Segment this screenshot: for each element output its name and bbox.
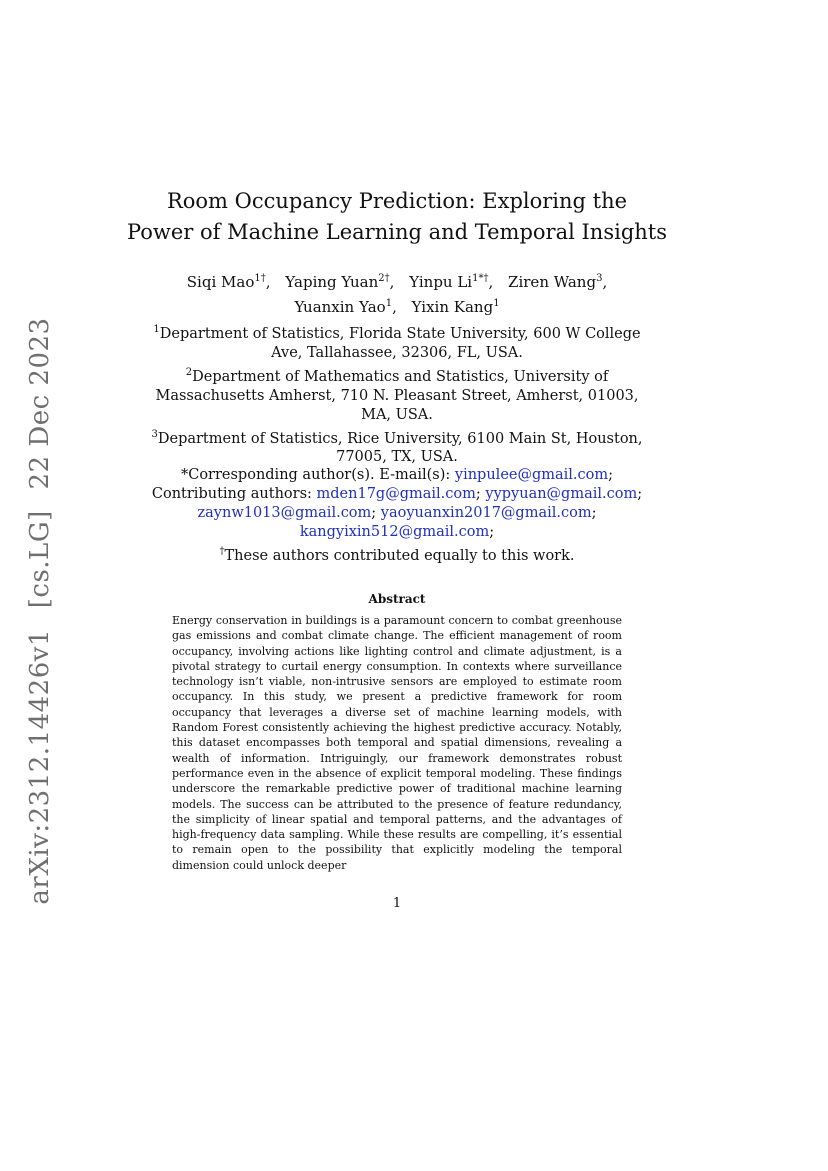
email-link[interactable]: yypyuan@gmail.com (485, 486, 638, 502)
correspondence (150, 466, 644, 566)
abstract-heading: Abstract (368, 592, 426, 606)
author: Yaping Yuan$^{2\dagger}$, (285, 273, 395, 291)
arxiv-id: arXiv:2312.14426v1 (25, 629, 55, 905)
email-link[interactable]: yaoyuanxin2017@gmail.com (380, 505, 592, 521)
affiliation: $^1$Department of Statistics, Florida State University, 600 W College Ave, Tallahassee, 32306, FL, USA. (153, 324, 641, 361)
contributing-authors: Contributing authors: mden17g@gmail.com; yypyuan@gmail.com; zaynw1013@gmail.com; yaoyuanxin2017@gmail.com; kangyixin512@gmail.com; (151, 486, 643, 540)
affiliation: $^2$Department of Mathematics and Statistics, University of Massachusetts Amherst, 710 N. Pleasant Street, Amherst, 01003, MA, USA. (155, 366, 639, 423)
affiliations (150, 320, 644, 467)
author: Yixin Kang$^1$ (411, 298, 500, 316)
abstract-text: Energy conservation in buildings is a paramount concern to combat greenhouse gas emissions and combat climate change. The efficient management of room occupancy, involving actions like lighting control and climate adjustment, is a pivotal strategy to curtail energy consumption. In contexts where surveillance technology isn’t viable, non-intrusive sensors are employed to estimate room occupancy. In this study, we present a predictive framework for room occupancy that leverages a diverse set of machine learning models, with Random Forest consistently achieving the highest predictive accuracy. Notably, this dataset encompasses both temporal and spatial dimensions, revealing a wealth of information. Intriguingly, our framework demonstrates robust performance even in the absence of explicit temporal modeling. These findings underscore the remarkable predictive power of traditional machine learning models. The success can be attributed to the presence of feature redundancy, the simplicity of linear spatial and temporal patterns, and the advantages of high-frequency data sampling. While these results are compelling, it’s essential to remain open to the possibility that explicitly modeling the temporal dimension could unlock deeper (172, 614, 622, 872)
paper-title (120, 186, 674, 248)
email-link[interactable]: kangyixin512@gmail.com (299, 524, 490, 540)
arxiv-date: 22 Dec 2023 (25, 317, 55, 490)
arxiv-category: [cs.LG] (25, 510, 55, 609)
author: Yuanxin Yao$^1$, (294, 298, 397, 316)
email-link[interactable]: zaynw1013@gmail.com (197, 505, 372, 521)
author: Yinpu $Li^{1*\dagger}$, (409, 273, 494, 291)
equal-contribution-note: †These authors contributed equally to this work. (219, 546, 575, 564)
author: Siqi Mao$^{1\dagger}$, (186, 273, 271, 291)
author-list (120, 268, 674, 318)
email-link[interactable]: mden17g@gmail.com (316, 486, 476, 502)
page-number: 1 (392, 896, 402, 911)
affiliation: $^3$Department of Statistics, Rice University, 6100 Main St, Houston, 77005, TX, USA. (151, 428, 643, 466)
title-line-1: Room Occupancy Prediction: Exploring the (166, 189, 628, 213)
author: Ziren Wang$^3$, (508, 273, 608, 291)
email-link[interactable]: yinpulee@gmail.com (454, 467, 609, 483)
corresponding-author: *Corresponding author(s). E-mail(s): yinpulee@gmail.com; (180, 467, 614, 483)
arxiv-stamp (25, 305, 55, 904)
title-line-2: Power of Machine Learning and Temporal Insights (126, 220, 667, 244)
